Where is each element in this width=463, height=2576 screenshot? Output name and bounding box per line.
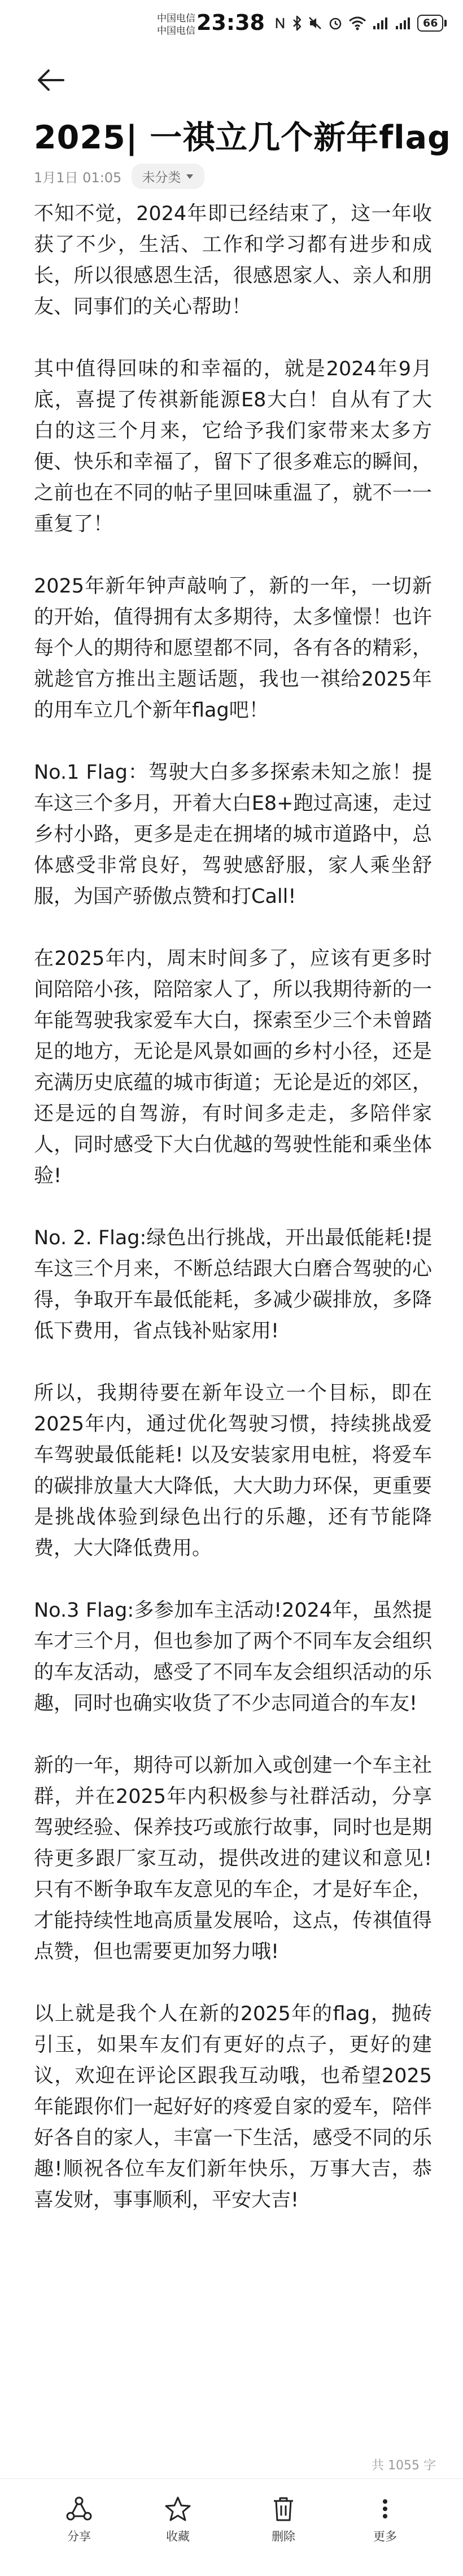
status-time: 23:38 xyxy=(196,10,265,35)
word-count: 共 1055 字 xyxy=(372,2459,436,2473)
signal-icon xyxy=(372,16,389,30)
paragraph: 新的一年，期待可以新加入或创建一个车主社群，并在2025年内积极参与社群活动，分享驾驶经验、保养技巧或旅行故事，同时也是期待更多跟厂家互动，提供改进的建议和意见!只有不断争取车友意见的车企，才是好车企，才能持续性地高质量发展哈，这点，传祺值得点赞，但也需要更加努力哦! xyxy=(34,1754,432,1963)
nfc-icon xyxy=(274,16,286,30)
carrier-2: 中国电信 xyxy=(157,25,195,37)
paragraph: 2025年新年钟声敲响了，新的一年，一切新的开始，值得拥有太多期待，太多憧憬！也许每个人的期待和愿望都不同，各有各的精彩，就趁官方推出主题话题，我也一祺给2025年的用车立几个新年flag吧！ xyxy=(34,575,432,722)
category-label: 未分类 xyxy=(142,170,181,185)
note-meta xyxy=(34,164,204,189)
note-body[interactable] xyxy=(34,199,432,2247)
share-button[interactable] xyxy=(45,2495,113,2544)
share-label: 分享 xyxy=(67,2530,91,2543)
battery-level: 66 xyxy=(417,15,443,32)
paragraph: No.3 Flag:多参加车主活动!2024年，虽然提车才三个月，但也参加了两个不同车友会组织的车友活动，感受了不同车友会组织活动的乐趣，同时也确实收货了不少志同道合的车友! xyxy=(34,1599,432,1715)
bottom-toolbar xyxy=(0,2478,463,2576)
paragraph: No. 2. Flag:绿色出行挑战，开出最低能耗!提车这三个月来，不断总结跟大白磨合驾驶的心得，争取开车最低能耗，多减少碳排放，多降低下费用，省点钱补贴家用! xyxy=(34,1227,432,1342)
favorite-label: 收藏 xyxy=(166,2530,190,2543)
alarm-icon xyxy=(328,16,343,30)
status-bar xyxy=(0,0,463,54)
wifi-icon xyxy=(348,16,366,30)
paragraph: No.1 Flag：驾驶大白多多探索未知之旅！提车这三个多月，开着大白E8+跑过高速，走过乡村小路，更多是走在拥堵的城市道路中，总体感受非常良好，驾驶感舒服，家人乘坐舒服，为国产骄傲点赞和打Call! xyxy=(34,761,432,908)
carrier-1: 中国电信 xyxy=(157,13,195,24)
paragraph: 在2025年内，周末时间多了，应该有更多时间陪陪小孩，陪陪家人了，所以我期待新的一年能驾驶我家爱车大白，探索至少三个未曾踏足的地方，无论是风景如画的乡村小径，还是充满历史底蕴的城市街道；无论是近的郊区，还是远的自驾游，有时间多走走，多陪伴家人，同时感受下大白优越的驾驶性能和乘坐体验! xyxy=(34,947,432,1187)
note-title[interactable]: 2025| 一祺立几个新年flag xyxy=(34,119,451,156)
favorite-button[interactable] xyxy=(144,2495,212,2544)
signal-icon-2 xyxy=(395,16,412,30)
note-date: 1月1日 01:05 xyxy=(34,170,122,186)
paragraph: 不知不觉，2024年即已经结束了，这一年收获了不少，生活、工作和学习都有进步和成长，所以很感恩生活，很感恩家人、亲人和朋友、同事们的关心帮助！ xyxy=(34,203,432,318)
back-button[interactable] xyxy=(34,63,68,97)
chevron-down-icon xyxy=(185,173,194,180)
more-dots-icon xyxy=(371,2495,399,2523)
star-icon xyxy=(164,2495,192,2523)
share-icon xyxy=(65,2495,93,2523)
battery-icon xyxy=(417,15,447,32)
back-arrow-icon xyxy=(34,63,68,97)
delete-label: 删除 xyxy=(272,2530,295,2543)
status-icons xyxy=(274,15,447,32)
paragraph: 所以，我期待要在新年设立一个目标，即在2025年内，通过优化驾驶习惯，持续挑战爱车驾驶最低能耗! 以及安装家用电桩，将爱车的碳排放量大大降低，大大助力环保，更重要是挑战体验到绿色出行的乐趣，还有节能降费，大大降低费用。 xyxy=(34,1382,432,1560)
more-button[interactable] xyxy=(351,2495,419,2544)
delete-button[interactable] xyxy=(250,2495,317,2544)
bluetooth-icon xyxy=(292,15,302,31)
more-label: 更多 xyxy=(373,2530,397,2543)
mute-icon xyxy=(308,16,322,30)
paragraph: 以上就是我个人在新的2025年的flag，抛砖引玉，如果车友们有更好的点子，更好的建议，欢迎在评论区跟我互动哦，也希望2025年能跟你们一起好好的疼爱自家的爱车，陪伴好各自的家人，丰富一下生活，感受不同的乐趣!顺祝各位车友们新年快乐，万事大吉，恭喜发财，事事顺利，平安大吉! xyxy=(34,2003,432,2211)
trash-icon xyxy=(269,2495,298,2523)
carrier-info xyxy=(157,12,195,37)
category-selector[interactable] xyxy=(132,164,204,189)
paragraph: 其中值得回味的和幸福的，就是2024年9月底，喜提了传祺新能源E8大白！自从有了大白的这三个月来，它给予我们家带来太多方便、快乐和幸福了，留下了很多难忘的瞬间，之前也在不同的帖子里回味重温了，就不一一重复了！ xyxy=(34,358,432,536)
